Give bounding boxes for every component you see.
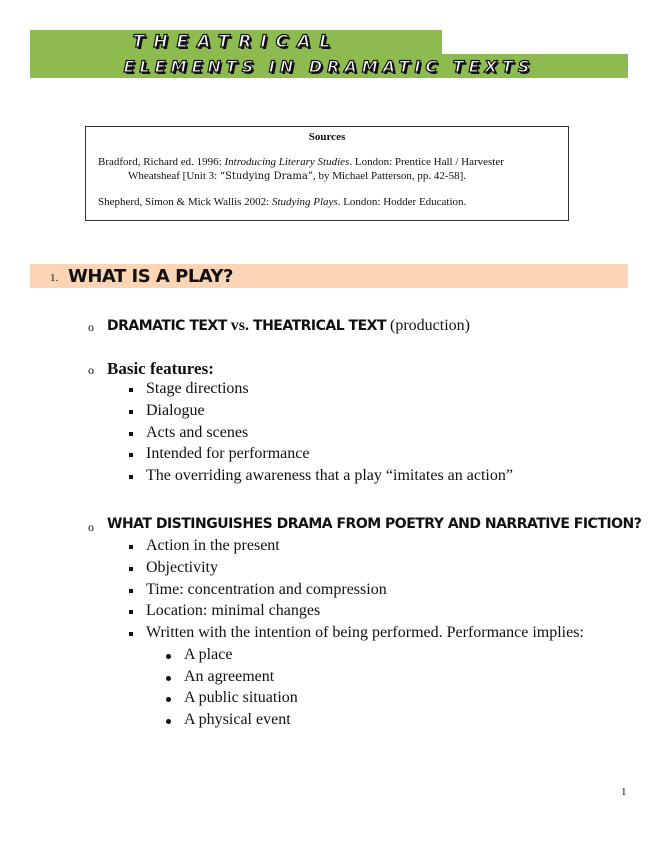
item-dramatic-vs-theatrical: DRAMATIC TEXT vs. THEATRICAL TEXT (production) — [107, 317, 470, 334]
round-bullet-icon — [166, 676, 171, 681]
list-item: Location: minimal changes — [146, 602, 321, 619]
square-bullet-icon — [129, 388, 133, 392]
title-line-1: THEATRICAL — [132, 32, 340, 52]
list-item: Acts and scenes — [146, 424, 249, 441]
section-title: WHAT IS A PLAY? — [68, 266, 233, 287]
square-bullet-icon — [129, 432, 133, 436]
square-bullet-icon — [129, 453, 133, 457]
sub-list-item: A place — [184, 646, 233, 663]
title-line-2: ELEMENTS IN DRAMATIC TEXTS — [123, 56, 535, 76]
page-number: 1 — [621, 786, 627, 798]
round-bullet-icon — [166, 719, 171, 724]
sub-list-item: An agreement — [184, 668, 275, 685]
list-item: The overriding awareness that a play “imitates an action” — [146, 467, 513, 484]
section-number: 1. — [50, 272, 59, 284]
basic-features-heading: Basic features: — [107, 359, 214, 378]
title-band-bottom — [30, 54, 628, 78]
list-item: Action in the present — [146, 537, 280, 554]
square-bullet-icon — [129, 410, 133, 414]
square-bullet-icon — [129, 545, 133, 549]
square-bullet-icon — [129, 589, 133, 593]
sub-list-item: A physical event — [184, 711, 291, 728]
list-item: Written with the intention of being performed. Performance implies: — [146, 624, 584, 641]
source-reference-1: Bradford, Richard ed. 1996: Introducing Literary Studies. London: Prentice Hall / Harvester Wheatsheaf [Unit 3: “Studying Drama”, by Michael Patterson, pp. 42-58]. — [98, 156, 504, 182]
title-band-top — [30, 30, 442, 54]
list-item: Time: concentration and compression — [146, 581, 387, 598]
square-bullet-icon — [129, 632, 133, 636]
sub-list-item: A public situation — [184, 689, 298, 706]
list-item: Dialogue — [146, 402, 205, 419]
drama-distinction-heading: WHAT DISTINGUISHES DRAMA FROM POETRY AND NARRATIVE FICTION? — [107, 516, 642, 532]
hollow-bullet-icon: o — [88, 520, 94, 534]
square-bullet-icon — [129, 567, 133, 571]
list-item: Objectivity — [146, 559, 218, 576]
round-bullet-icon — [166, 654, 171, 659]
list-item: Stage directions — [146, 380, 249, 397]
sources-box — [85, 126, 569, 221]
square-bullet-icon — [129, 610, 133, 614]
round-bullet-icon — [166, 697, 171, 702]
sources-heading: Sources — [308, 131, 346, 143]
square-bullet-icon — [129, 475, 133, 479]
hollow-bullet-icon: o — [88, 320, 94, 334]
source-reference-2: Shepherd, Simon & Mick Wallis 2002: Studying Plays. London: Hodder Education. — [98, 196, 467, 208]
list-item: Intended for performance — [146, 445, 310, 462]
hollow-bullet-icon: o — [88, 363, 94, 377]
